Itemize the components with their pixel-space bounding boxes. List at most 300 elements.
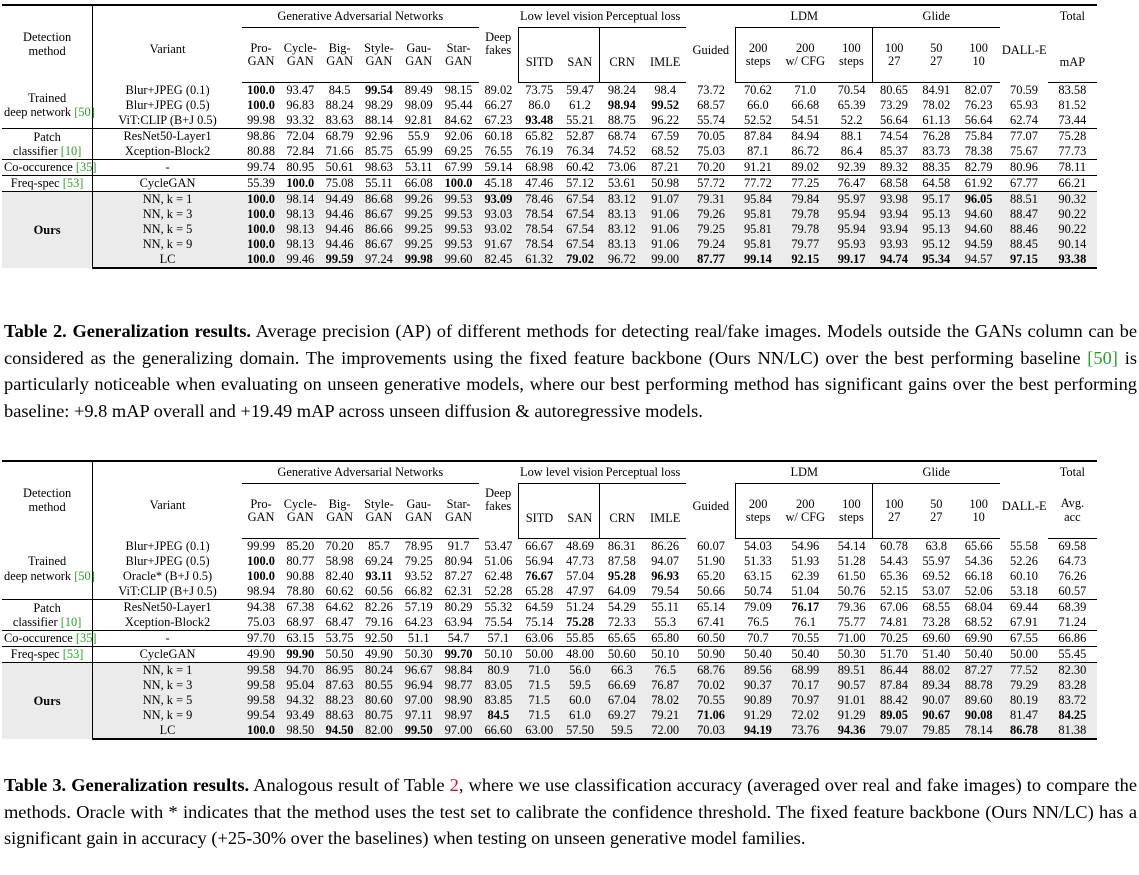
value-cell: 100.0 xyxy=(280,176,320,192)
column-subheader: Gau- GAN xyxy=(399,484,438,539)
column-group-header: Generative Adversarial Networks xyxy=(242,5,479,28)
value-cell: 99.59 xyxy=(320,252,358,268)
value-cell: 100.0 xyxy=(247,568,275,583)
value-cell: 96.83 xyxy=(286,97,315,112)
value-cell: 90.89 xyxy=(736,693,780,708)
table-row xyxy=(2,584,1137,600)
caption-text: Analogous result of Table xyxy=(249,775,450,795)
value-cell: 77.07 xyxy=(1000,129,1048,145)
value-cell: 95.94 xyxy=(830,222,872,237)
value-cell: 90.07 xyxy=(915,693,957,708)
value-cell: 56.64 xyxy=(964,112,993,127)
value-cell: 90.37 xyxy=(736,678,780,693)
table-3 xyxy=(2,460,1137,740)
value-cell: 76.1 xyxy=(794,614,817,629)
value-cell: 97.24 xyxy=(359,252,399,268)
value-cell: 79.09 xyxy=(736,600,780,616)
value-cell: 98.50 xyxy=(280,723,320,739)
value-cell: 99.54 xyxy=(242,708,280,723)
column-subheader: CRN xyxy=(600,28,644,83)
value-cell: 48.00 xyxy=(560,647,599,663)
value-cell: 77.72 xyxy=(736,176,780,192)
value-cell: 50.61 xyxy=(320,160,358,176)
value-cell: 94.57 xyxy=(957,252,999,268)
value-cell: 79.36 xyxy=(830,600,872,616)
value-cell: 92.81 xyxy=(404,112,433,127)
value-cell: 65.20 xyxy=(697,568,725,583)
value-cell: 55.32 xyxy=(479,600,518,616)
value-cell: 68.98 xyxy=(518,160,560,176)
value-cell: 79.31 xyxy=(686,192,735,208)
value-cell: 91.07 xyxy=(644,192,686,208)
value-cell: 73.72 xyxy=(697,82,725,97)
value-cell: 60.07 xyxy=(697,538,725,553)
value-cell: 65.80 xyxy=(644,631,686,647)
value-cell: 55.85 xyxy=(560,631,599,647)
value-cell: 92.50 xyxy=(359,631,399,647)
value-cell: 66.0 xyxy=(747,97,769,112)
column-group-header: Perceptual loss xyxy=(600,461,687,484)
value-cell: 75.08 xyxy=(320,176,358,192)
value-cell: 97.00 xyxy=(399,693,438,708)
value-cell: 76.28 xyxy=(915,129,957,145)
value-cell: 90.32 xyxy=(1048,192,1096,208)
value-cell: 69.27 xyxy=(600,708,644,723)
value-cell: 82.79 xyxy=(957,160,999,176)
value-cell: 72.02 xyxy=(780,708,830,723)
citation-link[interactable]: [10] xyxy=(60,615,82,629)
value-cell: 53.61 xyxy=(600,176,644,192)
value-cell: 52.87 xyxy=(560,129,599,145)
value-cell: 68.55 xyxy=(915,600,957,616)
value-cell: 54.29 xyxy=(600,600,644,616)
column-subheader: 200 w/ CFG xyxy=(780,484,830,539)
value-cell: 69.44 xyxy=(1000,600,1048,616)
value-cell: 88.14 xyxy=(364,112,393,127)
value-cell: 83.58 xyxy=(1058,82,1087,97)
value-cell: 95.93 xyxy=(830,237,872,252)
value-cell: 65.28 xyxy=(525,583,554,598)
value-cell: 98.63 xyxy=(359,160,399,176)
value-cell: 50.00 xyxy=(1000,647,1048,663)
value-cell: 71.66 xyxy=(325,143,354,158)
value-cell: 93.11 xyxy=(365,568,393,583)
value-cell: 67.55 xyxy=(1000,631,1048,647)
value-cell: 98.84 xyxy=(438,663,478,679)
value-cell: 65.66 xyxy=(964,538,993,553)
value-cell: 99.14 xyxy=(736,252,780,268)
value-cell: 70.62 xyxy=(743,82,772,97)
table-row xyxy=(2,569,1137,584)
value-cell: 66.82 xyxy=(404,583,433,598)
value-cell: 95.28 xyxy=(607,568,636,583)
column-header-variant: Variant xyxy=(93,461,242,539)
value-cell: 59.47 xyxy=(566,82,594,97)
value-cell: 87.84 xyxy=(873,678,915,693)
value-cell: 75.54 xyxy=(484,614,513,629)
value-cell: 76.19 xyxy=(525,143,554,158)
variant-cell: NN, k = 9 xyxy=(93,237,242,252)
method-cell: Freq-spec [53] xyxy=(2,176,93,192)
value-cell: 76.47 xyxy=(830,176,872,192)
value-cell: 79.26 xyxy=(686,207,735,222)
value-cell: 70.02 xyxy=(686,678,735,693)
value-cell: 84.5 xyxy=(328,82,351,97)
value-cell: 98.4 xyxy=(654,82,677,97)
citation-link[interactable]: [53] xyxy=(62,176,84,191)
value-cell: 54.7 xyxy=(438,631,478,647)
variant-cell: Blur+JPEG (0.5) xyxy=(125,553,210,568)
value-cell: 58.98 xyxy=(325,553,354,568)
value-cell: 91.06 xyxy=(644,222,686,237)
citation-link[interactable]: [53] xyxy=(62,647,84,662)
value-cell: 80.24 xyxy=(359,663,399,679)
value-cell: 86.95 xyxy=(320,663,358,679)
table-row xyxy=(2,615,1137,631)
citation-link[interactable]: [50] xyxy=(1087,347,1118,368)
value-cell: 94.50 xyxy=(320,723,358,739)
value-cell: 55.9 xyxy=(399,129,438,145)
column-group-header: Total xyxy=(1048,5,1096,28)
value-cell: 98.90 xyxy=(438,693,478,708)
variant-cell: NN, k = 3 xyxy=(93,207,242,222)
value-cell: 90.22 xyxy=(1048,222,1096,237)
value-cell: 89.32 xyxy=(873,160,915,176)
value-cell: 61.92 xyxy=(957,176,999,192)
value-cell: 82.00 xyxy=(359,723,399,739)
table-row xyxy=(2,192,1137,208)
value-cell: 73.44 xyxy=(1058,112,1087,127)
value-cell: 75.14 xyxy=(525,614,554,629)
value-cell: 66.60 xyxy=(479,723,518,739)
value-cell: 71.0 xyxy=(794,82,817,97)
value-cell: 78.46 xyxy=(518,192,560,208)
value-cell: 89.02 xyxy=(484,82,513,97)
column-subheader: 50 27 xyxy=(915,28,957,83)
value-cell: 66.3 xyxy=(600,663,644,679)
variant-cell: ResNet50-Layer1 xyxy=(93,129,242,145)
column-subheader: Pro- GAN xyxy=(242,28,280,83)
column-subheader: 100 27 xyxy=(873,484,915,539)
value-cell: 47.97 xyxy=(566,583,594,598)
value-cell: 78.54 xyxy=(518,207,560,222)
value-cell: 78.02 xyxy=(644,693,686,708)
value-cell: 77.52 xyxy=(1000,663,1048,679)
value-cell: 56.0 xyxy=(560,663,599,679)
variant-cell: LC xyxy=(93,723,242,739)
value-cell: 86.68 xyxy=(359,192,399,208)
value-cell: 50.10 xyxy=(644,647,686,663)
value-cell: 54.03 xyxy=(743,538,772,553)
caption-title: Generalization results. xyxy=(71,775,250,795)
value-cell: 86.0 xyxy=(528,97,551,112)
value-cell: 70.54 xyxy=(837,82,866,97)
value-cell: 47.73 xyxy=(566,553,594,568)
value-cell: 67.41 xyxy=(697,614,725,629)
value-cell: 93.38 xyxy=(1048,252,1096,268)
value-cell: 55.58 xyxy=(1010,538,1038,553)
table-2-caption xyxy=(4,318,1137,424)
value-cell: 79.25 xyxy=(404,553,433,568)
value-cell: 92.15 xyxy=(780,252,830,268)
value-cell: 99.26 xyxy=(399,192,438,208)
value-cell: 60.0 xyxy=(560,693,599,708)
value-cell: 50.76 xyxy=(837,583,866,598)
value-cell: 88.24 xyxy=(325,97,354,112)
value-cell: 88.47 xyxy=(1000,207,1048,222)
value-cell: 67.91 xyxy=(1010,614,1038,629)
method-cell: Co-occurence [35] xyxy=(4,631,97,646)
variant-cell: Oracle* (B+J 0.5) xyxy=(122,568,213,583)
value-cell: 78.54 xyxy=(518,237,560,252)
value-cell: 79.84 xyxy=(780,192,830,208)
value-cell: 65.82 xyxy=(518,129,560,145)
value-cell: 50.50 xyxy=(320,647,358,663)
value-cell: 68.57 xyxy=(697,97,725,112)
value-cell: 91.7 xyxy=(447,538,470,553)
column-group-header: Deep fakes xyxy=(479,461,518,539)
column-subheader: mAP xyxy=(1048,28,1096,83)
value-cell: 50.98 xyxy=(644,176,686,192)
value-cell: 94.46 xyxy=(320,237,358,252)
value-cell: 67.04 xyxy=(600,693,644,708)
value-cell: 87.1 xyxy=(747,143,769,158)
table-row xyxy=(2,723,1137,739)
table-reference-link[interactable]: 2 xyxy=(449,775,459,795)
value-cell: 99.17 xyxy=(830,252,872,268)
table-row xyxy=(2,647,1137,663)
value-cell: 72.00 xyxy=(644,723,686,739)
value-cell: 67.99 xyxy=(438,160,478,176)
value-cell: 77.25 xyxy=(780,176,830,192)
table-row xyxy=(2,678,1137,693)
value-cell: 98.15 xyxy=(444,82,473,97)
value-cell: 75.67 xyxy=(1010,143,1038,158)
value-cell: 75.28 xyxy=(1048,129,1096,145)
value-cell: 94.07 xyxy=(651,553,680,568)
value-cell: 88.78 xyxy=(957,678,999,693)
value-cell: 66.69 xyxy=(600,678,644,693)
value-cell: 79.85 xyxy=(915,723,957,739)
value-cell: 65.93 xyxy=(1010,97,1038,112)
table-row xyxy=(2,176,1137,192)
value-cell: 83.13 xyxy=(600,237,644,252)
value-cell: 83.73 xyxy=(922,143,951,158)
value-cell: 73.06 xyxy=(600,160,644,176)
value-cell: 80.9 xyxy=(479,663,518,679)
value-cell: 69.58 xyxy=(1058,538,1087,553)
value-cell: 48.69 xyxy=(566,538,594,553)
value-cell: 67.77 xyxy=(1000,176,1048,192)
value-cell: 63.8 xyxy=(925,538,948,553)
variant-cell: Blur+JPEG (0.1) xyxy=(125,82,210,97)
column-header-method: Detection method xyxy=(2,5,93,83)
value-cell: 80.77 xyxy=(286,553,315,568)
value-cell: 76.5 xyxy=(644,663,686,679)
method-cell: Co-occurence [35] xyxy=(4,160,97,175)
value-cell: 86.66 xyxy=(359,222,399,237)
column-subheader: 100 10 xyxy=(957,484,999,539)
value-cell: 82.40 xyxy=(325,568,354,583)
table-row xyxy=(2,98,1137,113)
value-cell: 61.32 xyxy=(518,252,560,268)
value-cell: 93.93 xyxy=(873,237,915,252)
citation-link[interactable]: [35] xyxy=(75,631,97,646)
value-cell: 70.55 xyxy=(686,693,735,708)
value-cell: 86.44 xyxy=(873,663,915,679)
value-cell: 100.0 xyxy=(247,82,275,97)
value-cell: 100.0 xyxy=(242,207,280,222)
value-cell: 83.72 xyxy=(1048,693,1096,708)
value-cell: 70.97 xyxy=(780,693,830,708)
citation-link[interactable]: [35] xyxy=(75,160,97,175)
value-cell: 66.67 xyxy=(525,538,554,553)
value-cell: 95.12 xyxy=(915,237,957,252)
column-subheader: 100 steps xyxy=(830,28,872,83)
value-cell: 67.06 xyxy=(873,600,915,616)
value-cell: 98.29 xyxy=(364,97,393,112)
value-cell: 57.12 xyxy=(560,176,599,192)
value-cell: 83.12 xyxy=(600,192,644,208)
value-cell: 98.24 xyxy=(607,82,636,97)
value-cell: 61.2 xyxy=(569,97,591,112)
value-cell: 71.0 xyxy=(518,663,560,679)
value-cell: 65.36 xyxy=(880,568,908,583)
value-cell: 94.74 xyxy=(873,252,915,268)
value-cell: 99.53 xyxy=(438,207,478,222)
value-cell: 51.70 xyxy=(873,647,915,663)
value-cell: 95.97 xyxy=(830,192,872,208)
citation-link[interactable]: [50] xyxy=(74,105,95,120)
citation-link[interactable]: [50] xyxy=(74,568,95,583)
value-cell: 66.08 xyxy=(399,176,438,192)
value-cell: 98.13 xyxy=(280,207,320,222)
value-cell: 70.25 xyxy=(873,631,915,647)
value-cell: 68.39 xyxy=(1048,600,1096,616)
value-cell: 69.90 xyxy=(957,631,999,647)
value-cell: 84.25 xyxy=(1048,708,1096,723)
value-cell: 88.51 xyxy=(1000,192,1048,208)
value-cell: 94.49 xyxy=(320,192,358,208)
table-row xyxy=(2,663,1137,679)
value-cell: 98.94 xyxy=(247,583,275,598)
citation-link[interactable]: [10] xyxy=(60,144,82,158)
value-cell: 78.80 xyxy=(286,583,315,598)
value-cell: 70.55 xyxy=(780,631,830,647)
value-cell: 70.03 xyxy=(686,723,735,739)
value-cell: 89.34 xyxy=(915,678,957,693)
value-cell: 96.05 xyxy=(957,192,999,208)
method-cell: Patch classifier [10] xyxy=(2,129,93,160)
column-group-header: LDM xyxy=(736,461,873,484)
column-group-header: LDM xyxy=(736,5,873,28)
value-cell: 90.14 xyxy=(1048,237,1096,252)
variant-cell: ResNet50-Layer1 xyxy=(93,600,242,616)
value-cell: 61.50 xyxy=(837,568,866,583)
value-cell: 56.64 xyxy=(880,112,908,127)
value-cell: 100.0 xyxy=(438,176,478,192)
value-cell: 70.20 xyxy=(325,538,354,553)
value-cell: 87.84 xyxy=(736,129,780,145)
value-cell: 95.81 xyxy=(736,207,780,222)
value-cell: 79.25 xyxy=(686,222,735,237)
value-cell: 55.97 xyxy=(922,553,951,568)
value-cell: 93.94 xyxy=(873,207,915,222)
value-cell: 76.17 xyxy=(780,600,830,616)
variant-cell: ViT:CLIP (B+J 0.5) xyxy=(118,583,217,598)
value-cell: 50.00 xyxy=(518,647,560,663)
value-cell: 68.04 xyxy=(957,600,999,616)
variant-cell: NN, k = 9 xyxy=(93,708,242,723)
value-cell: 86.67 xyxy=(359,207,399,222)
value-cell: 70.20 xyxy=(686,160,735,176)
value-cell: 99.25 xyxy=(399,222,438,237)
value-cell: 64.59 xyxy=(518,600,560,616)
column-subheader: 100 steps xyxy=(830,484,872,539)
value-cell: 80.75 xyxy=(359,708,399,723)
value-cell: 50.30 xyxy=(399,647,438,663)
value-cell: 70.59 xyxy=(1010,82,1038,97)
column-group-header: Guided xyxy=(686,5,735,83)
value-cell: 94.19 xyxy=(736,723,780,739)
value-cell: 98.97 xyxy=(438,708,478,723)
value-cell: 50.74 xyxy=(743,583,772,598)
value-cell: 86.67 xyxy=(359,237,399,252)
value-cell: 87.27 xyxy=(957,663,999,679)
variant-cell: Blur+JPEG (0.5) xyxy=(125,97,210,112)
value-cell: 97.70 xyxy=(242,631,280,647)
column-subheader: 200 w/ CFG xyxy=(780,28,830,83)
value-cell: 98.94 xyxy=(607,97,636,112)
value-cell: 89.60 xyxy=(957,693,999,708)
value-cell: 70.7 xyxy=(736,631,780,647)
variant-cell: - xyxy=(93,160,242,176)
value-cell: 82.30 xyxy=(1048,663,1096,679)
value-cell: 71.24 xyxy=(1058,614,1087,629)
value-cell: 60.78 xyxy=(880,538,908,553)
value-cell: 93.32 xyxy=(286,112,315,127)
value-cell: 59.14 xyxy=(479,160,518,176)
column-subheader: SITD xyxy=(518,28,560,83)
value-cell: 52.15 xyxy=(880,583,908,598)
column-subheader: 200 steps xyxy=(736,484,780,539)
column-group-header: Perceptual loss xyxy=(600,5,687,28)
table-row xyxy=(2,554,1137,569)
variant-cell: LC xyxy=(93,252,242,268)
value-cell: 51.04 xyxy=(791,583,820,598)
value-cell: 54.43 xyxy=(880,553,908,568)
value-cell: 60.57 xyxy=(1058,583,1087,598)
value-cell: 90.67 xyxy=(915,708,957,723)
value-cell: 65.65 xyxy=(600,631,644,647)
value-cell: 76.5 xyxy=(747,614,769,629)
column-subheader: Avg. acc xyxy=(1048,484,1096,539)
value-cell: 100.0 xyxy=(242,723,280,739)
value-cell: 60.62 xyxy=(325,583,354,598)
value-cell: 96.94 xyxy=(399,678,438,693)
value-cell: 65.14 xyxy=(686,600,735,616)
value-cell: 93.48 xyxy=(525,112,554,127)
value-cell: 86.72 xyxy=(791,143,820,158)
value-cell: 51.1 xyxy=(399,631,438,647)
column-group-header: Low level vision xyxy=(518,5,600,28)
value-cell: 80.96 xyxy=(1000,160,1048,176)
caption-label: Table 2. xyxy=(4,321,67,341)
column-subheader: Big- GAN xyxy=(320,28,358,83)
variant-cell: ViT:CLIP (B+J 0.5) xyxy=(118,112,217,127)
column-group-header: Generative Adversarial Networks xyxy=(242,461,479,484)
value-cell: 99.52 xyxy=(651,97,680,112)
